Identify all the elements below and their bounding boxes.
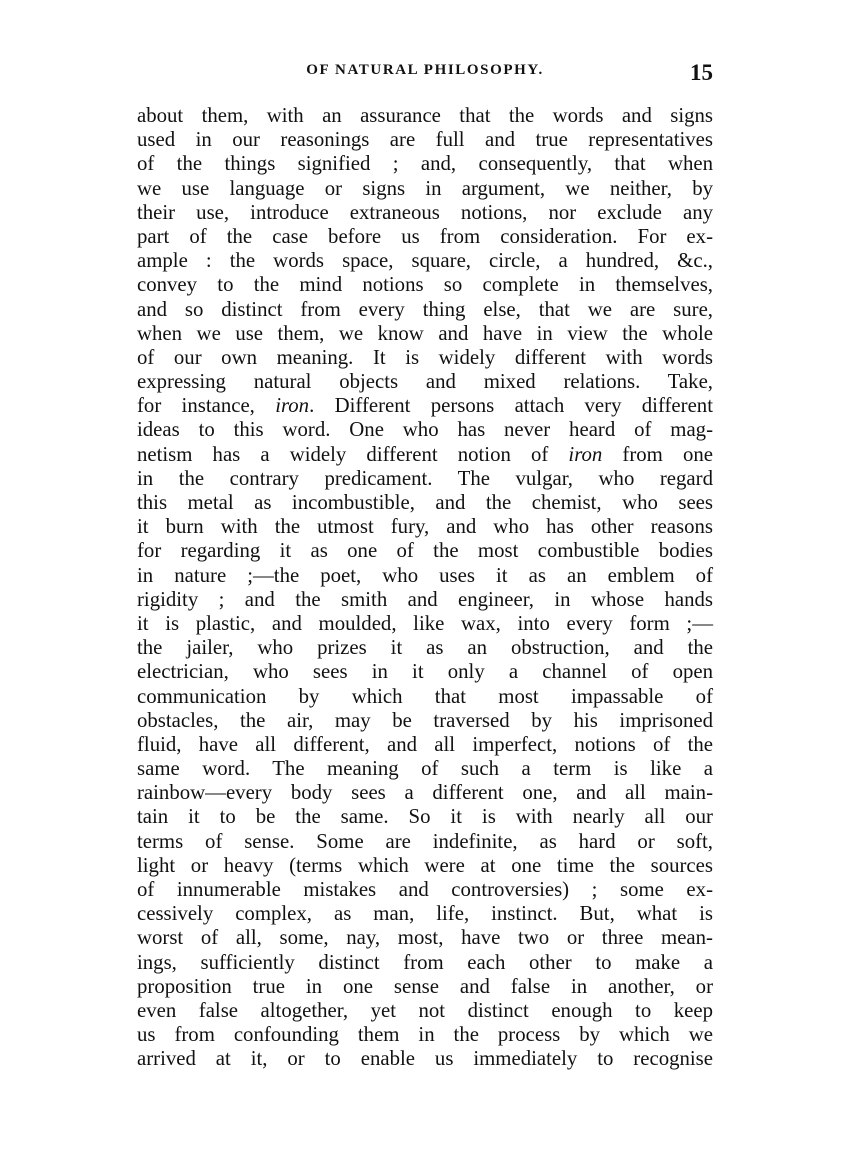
- running-head: [137, 60, 713, 88]
- text-line: fluid, have all different, and all imperfect, notions of the: [137, 732, 713, 756]
- text-line: of the things signified ; and, consequently, that when: [137, 152, 713, 176]
- text-line: ideas to this word. One who has never heard of mag-: [137, 418, 713, 442]
- text-line: for regarding it as one of the most combustible bodies: [137, 539, 713, 563]
- italic-word: iron: [275, 394, 310, 418]
- text-line: and so distinct from every thing else, that we are sure,: [137, 297, 713, 321]
- text-line: rigidity ; and the smith and engineer, in whose hands: [137, 587, 713, 611]
- text-line: used in our reasonings are full and true representatives: [137, 128, 713, 152]
- page-number: 15: [690, 60, 713, 85]
- text-line: electrician, who sees in it only a channel of open: [137, 660, 713, 684]
- text-segment: from one: [602, 442, 713, 466]
- text-line: us from confounding them in the process by which we: [137, 1023, 713, 1047]
- text-line: [137, 394, 713, 418]
- text-line: we use language or signs in argument, we neither, by: [137, 176, 713, 200]
- text-line: worst of all, some, nay, most, have two or three mean-: [137, 926, 713, 950]
- text-line: same word. The meaning of such a term is like a: [137, 757, 713, 781]
- text-line: ings, sufficiently distinct from each other to make a: [137, 950, 713, 974]
- text-line: arrived at it, or to enable us immediately to recognise: [137, 1047, 713, 1071]
- text-line: [137, 443, 713, 467]
- text-line: cessively complex, as man, life, instinct. But, what is: [137, 902, 713, 926]
- text-line: rainbow—every body sees a different one, and all main-: [137, 781, 713, 805]
- text-line: even false altogether, yet not distinct enough to keep: [137, 998, 713, 1022]
- text-segment: netism has a widely different notion of: [137, 442, 569, 466]
- text-line: expressing natural objects and mixed relations. Take,: [137, 370, 713, 394]
- text-line: the jailer, who prizes it as an obstruction, and the: [137, 636, 713, 660]
- text-segment: . Different persons attach very different: [309, 394, 713, 418]
- text-line: in the contrary predicament. The vulgar, who regard: [137, 466, 713, 490]
- text-line: of our own meaning. It is widely different with words: [137, 345, 713, 369]
- text-line: obstacles, the air, may be traversed by his imprisoned: [137, 708, 713, 732]
- text-line: of innumerable mistakes and controversies) ; some ex-: [137, 878, 713, 901]
- body-text: [137, 104, 713, 1072]
- text-line: tain it to be the same. So it is with nearly all our: [137, 805, 713, 829]
- text-line: ample : the words space, square, circle, a hundred, &c.,: [137, 249, 713, 273]
- text-line: this metal as incombustible, and the chemist, who sees: [137, 491, 713, 514]
- text-line: part of the case before us from consideration. For ex-: [137, 224, 713, 248]
- text-line: convey to the mind notions so complete in themselves,: [137, 273, 713, 297]
- italic-word: iron: [568, 442, 603, 466]
- text-line: proposition true in one sense and false in another, or: [137, 974, 713, 998]
- running-title: OF NATURAL PHILOSOPHY.: [306, 62, 544, 78]
- text-line: it burn with the utmost fury, and who has other reasons: [137, 515, 713, 539]
- text-line: in nature ;—the poet, who uses it as an emblem of: [137, 563, 713, 587]
- text-line: light or heavy (terms which were at one time the sources: [137, 853, 713, 877]
- text-line: it is plastic, and moulded, like wax, into every form ;—: [137, 611, 713, 635]
- text-line: about them, with an assurance that the words and signs: [137, 104, 713, 127]
- text-line: communication by which that most impassable of: [137, 684, 713, 708]
- text-line: when we use them, we know and have in view the whole: [137, 321, 713, 345]
- text-line: terms of sense. Some are indefinite, as hard or soft,: [137, 829, 713, 853]
- text-segment: for instance,: [137, 394, 276, 418]
- text-line: their use, introduce extraneous notions, nor exclude any: [137, 200, 713, 224]
